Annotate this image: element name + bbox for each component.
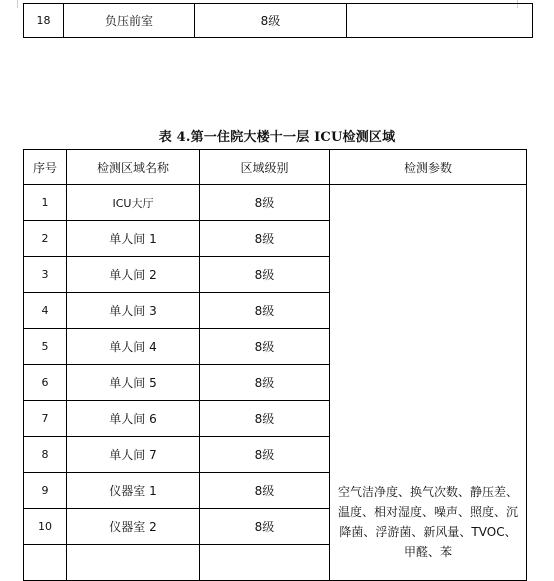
table-row [24, 185, 527, 221]
cell-level: 8级 [200, 221, 330, 257]
cell-level: 8级 [200, 401, 330, 437]
header-params: 检测参数 [330, 150, 527, 185]
header-no: 序号 [24, 150, 67, 185]
header-level: 区域级别 [200, 150, 330, 185]
table-header-row [24, 150, 527, 185]
cell-level: 8级 [200, 293, 330, 329]
table-title: 表 4.第一住院大楼十一层 ICU检测区域 [158, 130, 396, 145]
cell-name: ICU大厅 [67, 185, 200, 221]
icu-detection-table [23, 149, 527, 581]
cell-level: 8级 [200, 185, 330, 221]
cell-name: 单人间 5 [67, 365, 200, 401]
cell-no: 7 [24, 401, 67, 437]
cell-level: 8级 [200, 473, 330, 509]
cell-no: 9 [24, 473, 67, 509]
cell-name: 单人间 2 [67, 257, 200, 293]
cell-no: 6 [24, 365, 67, 401]
cell-level: 8级 [195, 4, 347, 38]
cell-level: 8级 [200, 365, 330, 401]
page-edge-left [17, 0, 18, 8]
cell-name: 单人间 3 [67, 293, 200, 329]
table-row [24, 4, 533, 38]
cell-level: 8级 [200, 437, 330, 473]
cell-no: 18 [24, 4, 64, 38]
cell-name: 单人间 1 [67, 221, 200, 257]
previous-table-fragment [23, 3, 533, 38]
cell-name: 负压前室 [64, 4, 195, 38]
cell-params: 空气洁净度、换气次数、静压差、温度、相对湿度、噪声、照度、沉降菌、浮游菌、新风量、TVOC、甲醛、苯 [330, 185, 527, 581]
cell-no: 1 [24, 185, 67, 221]
cell-no: 8 [24, 437, 67, 473]
cell-name: 单人间 4 [67, 329, 200, 365]
cell-name: 单人间 6 [67, 401, 200, 437]
cell-no: 5 [24, 329, 67, 365]
cell-level: 8级 [200, 329, 330, 365]
header-name: 检测区域名称 [67, 150, 200, 185]
cell-level: 8级 [200, 257, 330, 293]
cell-no: 2 [24, 221, 67, 257]
cell-name: 单人间 7 [67, 437, 200, 473]
cell-name: 仪器室 2 [67, 509, 200, 545]
cell-name: 仪器室 1 [67, 473, 200, 509]
cell-no: 3 [24, 257, 67, 293]
cell-no: 4 [24, 293, 67, 329]
cell-level: 8级 [200, 509, 330, 545]
cell-no: 10 [24, 509, 67, 545]
cell-params [347, 4, 533, 38]
